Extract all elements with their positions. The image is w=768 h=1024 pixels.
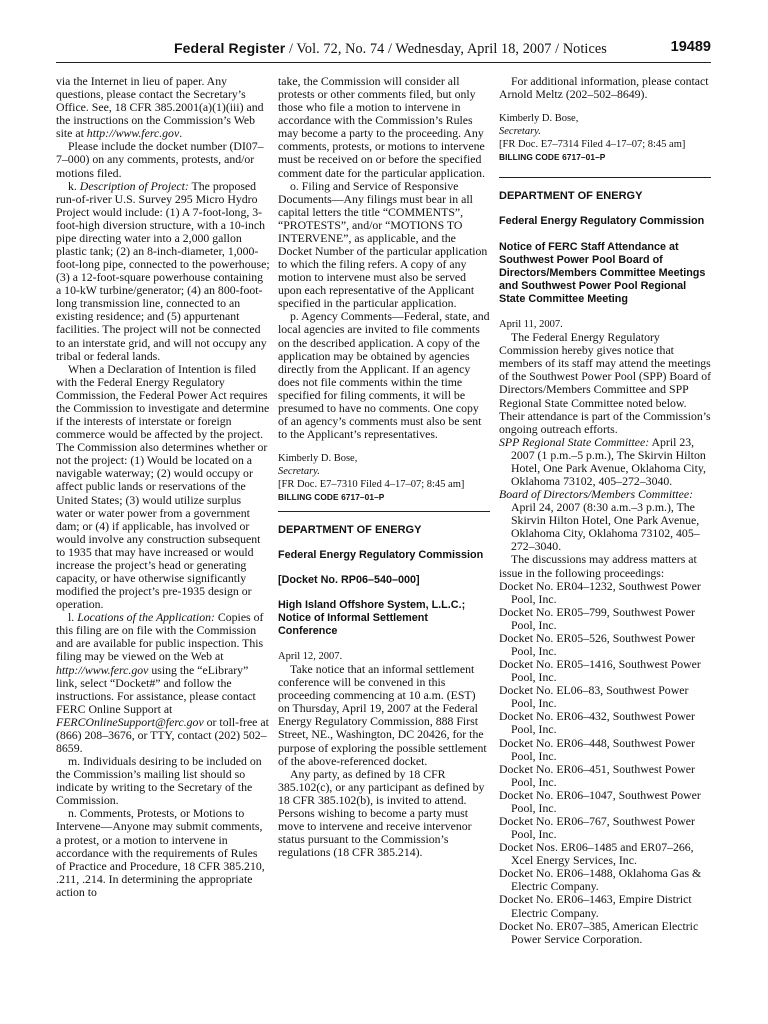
billing-code: BILLING CODE 6717–01–P [499,152,606,163]
docket-heading: [Docket No. RP06–540–000] [278,573,420,586]
fr-doc-line: [FR Doc. E7–7310 Filed 4–17–07; 8:45 am] [278,479,465,491]
notice-title: High Island Offshore System, L.L.C.; Notice of Informal Settlement Conference [278,598,466,637]
docket-item: Docket Nos. ER06–1485 and ER07–266, Xcel Energy Services, Inc. [499,840,694,868]
item-letter: k. [68,178,80,193]
notice-title: Notice of FERC Staff Attendance at Southwest Power Pool Board of Directors/Members Committee Meetings and Southwest Power Pool Regional State Committee Meeting [499,240,706,305]
notice-date: April 12, 2007. [278,650,343,662]
issue-line: / Vol. 72, No. 74 / Wednesday, April 18, 2007 / Notices [285,41,607,57]
link-url[interactable]: http://www.ferc.gov [86,126,180,141]
signer-title [499,125,711,138]
item-letter: l. [68,610,78,625]
column-2 [278,75,490,859]
text: Copies of this filing are on file with the Commission and are available for public inspection. This filing may be viewed on the Web at [56,610,264,664]
agency-heading: DEPARTMENT OF ENERGY [278,523,422,536]
docket-item: Docket No. ER05–799, Southwest Power Pool, Inc. [499,604,695,632]
docket-item: Docket No. ER05–526, Southwest Power Pool, Inc. [499,630,695,658]
docket-item: Docket No. ER06–1488, Oklahoma Gas & Electric Company. [499,866,702,894]
paragraph: Please include the docket number (DI07–7–000) on any comments, protests, and/or motions filed. [56,139,264,180]
title-text: Secretary. [499,126,541,138]
fr-doc-line: [FR Doc. E7–7314 Filed 4–17–07; 8:45 am] [499,139,686,151]
paragraph: For additional information, please contact Arnold Meltz (202–502–8649). [499,74,709,102]
notice-date: April 11, 2007. [499,319,563,331]
publication-name: Federal Register [174,40,286,56]
signer-name: Kimberly D. Bose, [499,113,579,125]
text: using the “eLibrary” link, select “Docket#” and follow the instructions. For assistance, please contact FERC Online Support at [56,662,256,716]
text: April 23, 2007 (1 p.m.–5 p.m.), The Skirvin Hilton Hotel, One Park Avenue, Oklahoma City, Oklahoma 73102, 405–272–3040. [511,434,706,488]
item-label: Locations of the Application: [77,610,215,625]
text: The proposed run-of-river U.S. Survey 295 Micro Hydro Project would include: (1) A 7-foot-long, 3-foot-high diversion structure, with a 10-inch pipe directing water into a 2,000 gallon plastic tank; (2) an 8-inch-diameter, 1,000-foot-long pipe, connected to the powerhouse; (3) a 12-foot-square powerhouse containing a 10-kW turbine/generator; (4) an 800-foot-long transmission line, connected to an existing residence; and (5) appurtenant facilities. The project will not be connected to an interstate grid, and will not occupy any tribal or federal lands. [56,178,270,363]
docket-item: Docket No. ER06–432, Southwest Power Pool, Inc. [499,709,695,737]
item-label: Description of Project: [79,178,189,193]
subagency-heading: Federal Energy Regulatory Commission [499,215,705,228]
email-link[interactable]: FERCOnlineSupport@ferc.gov [56,714,204,729]
divider [499,177,711,178]
link-url[interactable]: http://www.ferc.gov [56,662,149,677]
docket-list [499,580,711,946]
paragraph-l [56,611,270,755]
meeting-label: SPP Regional State Committee: [499,434,650,449]
paragraph-o: o. Filing and Service of Responsive Documents—Any filings must bear in all capital letters the title “COMMENTS”, “PROTESTS”, and/or “MOTIONS TO INTERVENE”, as applicable, and the Docket Number of the particular application to which the filing refers. A copy of any motion to intervene must also be served upon each representative of the Applicant specified in the particular application. [278,178,488,311]
paragraph: via the Internet in lieu of paper. Any questions, please contact the Secretary’s Office. See, 18 CFR 385.2001(a)(1)(iii) and the instructions on the Commission’s Web site at http://www.ferc.gov. [56,74,264,141]
column-3 [499,75,711,946]
docket-item: Docket No. ER06–767, Southwest Power Pool, Inc. [499,814,695,842]
divider [278,511,490,512]
subagency-heading: Federal Energy Regulatory Commission [278,548,484,561]
docket-item: Docket No. ER06–1047, Southwest Power Pool, Inc. [499,787,701,815]
page-header [56,38,711,63]
paragraph-p: p. Agency Comments—Federal, state, and local agencies are invited to file comments on the described application. A copy of the application may be obtained by agencies directly from the Applicant. If an agency does not file comments within the time specified for filing comments, it will be presumed to have no comments. One copy of an agency’s comments must also be sent to the Applicant’s representatives. [278,309,490,442]
billing-code: BILLING CODE 6717–01–P [278,492,385,503]
paragraph: Any party, as defined by 18 CFR 385.102(c), or any participant as defined by 18 CFR 385.102(b), is invited to attend. Persons wishing to become a party must move to intervene and receive intervenor status pursuant to the Commission’s regulations (18 CFR 385.214). [278,766,485,860]
docket-item: Docket No. ER06–448, Southwest Power Pool, Inc. [499,735,695,763]
paragraph: The Federal Energy Regulatory Commission hereby gives notice that members of its staff may attend the meetings of the Southwest Power Pool (SPP) Board of Directors/Members Committee and SPP Regional State Committee noted below. Their attendance is part of the Commission’s ongoing outreach efforts. [499,330,712,436]
paragraph: Take notice that an informal settlement conference will be convened in this proceeding commencing at 10 a.m. (EST) on Thursday, April 19, 2007 at the Federal Energy Regulatory Commission, 888 First Street, NE., Washington, DC 20426, for the purpose of exploring the possible settlement of the above-referenced docket. [278,662,487,768]
paragraph-k [56,180,270,363]
paragraph: The discussions may address matters at issue in the following proceedings: [499,552,697,580]
agency-heading: DEPARTMENT OF ENERGY [499,190,643,203]
running-head [174,40,607,58]
signer-name: Kimberly D. Bose, [278,453,358,465]
paragraph-n: n. Comments, Protests, or Motions to Intervene—Anyone may submit comments, a protest, or a motion to intervene in accordance with the requirements of Rules of Practice and Procedure, 18 CFR 385.210, .211, .214. In determining the appropriate action to [56,806,265,899]
docket-item: Docket No. ER06–451, Southwest Power Pool, Inc. [499,761,695,789]
meeting-item [499,488,711,553]
docket-item: Docket No. ER07–385, American Electric Power Service Corporation. [499,918,699,946]
docket-item: Docket No. ER04–1232, Southwest Power Pool, Inc. [499,578,701,606]
paragraph-m: m. Individuals desiring to be included on the Commission’s mailing list should so indicate by writing to the Secretary of the Commission. [56,754,262,808]
docket-item: Docket No. ER05–1416, Southwest Power Pool, Inc. [499,657,701,685]
docket-item: Docket No. ER06–1463, Empire District Electric Company. [499,892,692,920]
text: or toll-free at (866) 208–3676, or TTY, contact (202) 502–8659. [56,714,269,755]
text: April 24, 2007 (8:30 a.m.–3 p.m.), The Skirvin Hilton Hotel, One Park Avenue, Oklahoma City, Oklahoma 73102, 405–272–3040. [511,500,700,554]
title-text: Secretary. [278,466,320,478]
paragraph: When a Declaration of Intention is filed with the Federal Energy Regulatory Commission, the Federal Power Act requires the Commission to investigate and determine if the interests of interstate or foreign commerce would be affected by the project. The Commission also determines whether or not the project: (1) Would be located on a navigable waterway; (2) would occupy or affect public lands or reservations of the United States; (3) would utilize surplus water or water power from a government dam; or (4) if applicable, has involved or would involve any construction subsequent to 1935 that may have increased or would increase the project’s head or generating capacity, or have otherwise significantly modified the project’s pre-1935 design or operation. [56,361,270,612]
text: via the Internet in lieu of paper. Any questions, please contact the Secretary’s Office. See, 18 CFR 385.2001(a)(1)(iii) and the instructions on the Commission’s Web site at [56,74,264,141]
docket-item: Docket No. EL06–83, Southwest Power Pool, Inc. [499,683,689,711]
paragraph: take, the Commission will consider all protests or other comments filed, but only those who file a motion to intervene in accordance with the Commission’s Rules may become a party to the proceeding. Any comments, protests, or motions to intervene must be received on or before the specified comment date for the particular application. [278,74,486,180]
signer-title [278,465,490,478]
column-1 [56,75,270,899]
meeting-item [499,436,711,488]
meeting-label: Board of Directors/Members Committee: [499,487,694,502]
page-number: 19489 [670,39,711,55]
